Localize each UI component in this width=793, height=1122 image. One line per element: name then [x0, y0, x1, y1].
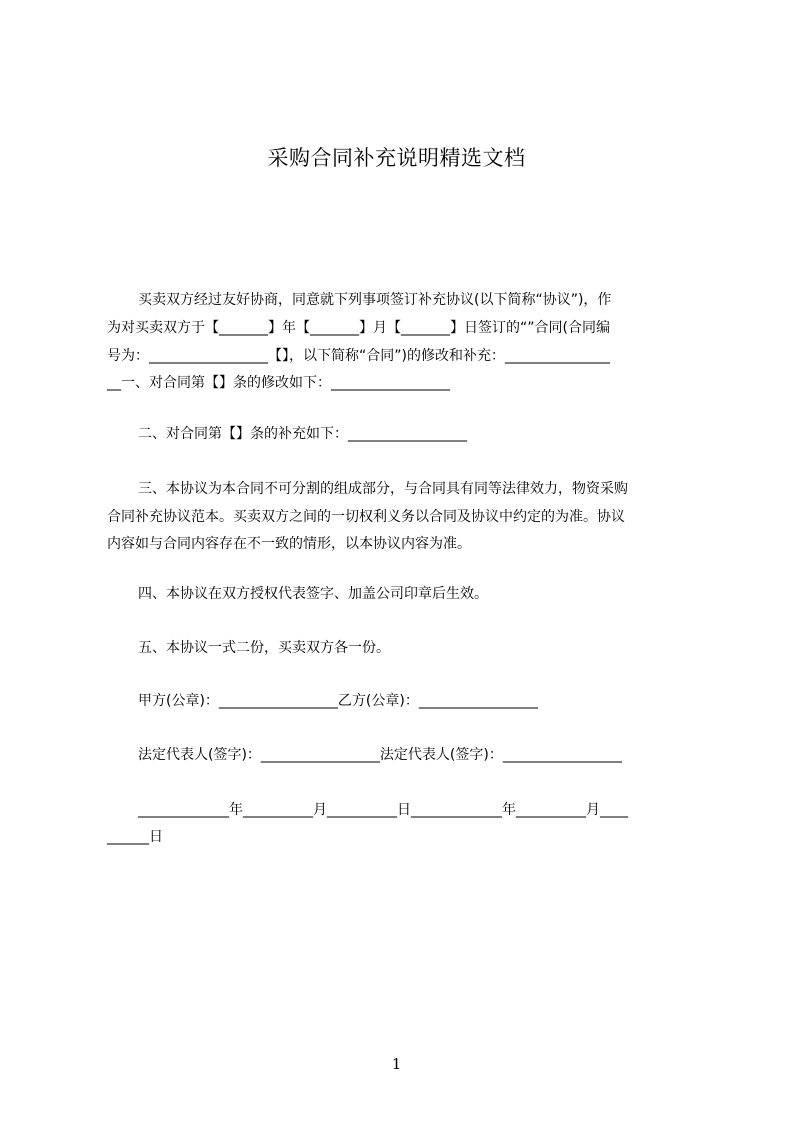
party-seal-line: 甲方(公章)：_________________乙方(公章)：_________________ — [138, 693, 538, 709]
page-number: 1 — [391, 1055, 402, 1073]
clause-3-line-2: 合同补充协议范本。买卖双方之间的一切权利义务以合同及协议中约定的为准。协议 — [107, 509, 625, 525]
document-title: 采购合同补充说明精选文档 — [267, 146, 526, 170]
clause-3-line-1: 三、本协议为本合同不可分割的组成部分，与合同具有同等法律效力，物资采购 — [138, 481, 628, 497]
clause-1-line: __一、对合同第【】条的修改如下：_________________ — [107, 375, 450, 391]
intro-line-3: 号为：_________________【】，以下简称“合同”)的修改和补充：_______________ — [107, 348, 610, 364]
intro-line-1: 买卖双方经过友好协商，同意就下列事项签订补充协议(以下简称“协议”)，作 — [138, 292, 612, 308]
date-line-2: ______日 — [107, 829, 163, 845]
signature-line: 法定代表人(签字)：_________________法定代表人(签字)：_________________ — [138, 747, 622, 763]
clause-5-line: 五、本协议一式二份，买卖双方各一份。 — [138, 640, 390, 656]
clause-2-line: 二、对合同第【】条的补充如下：_________________ — [138, 426, 467, 442]
clause-4-line: 四、本协议在双方授权代表签字、加盖公司印章后生效。 — [138, 586, 488, 602]
intro-line-2: 为对买卖双方于【_______】年【_______】月【_______】日签订的“”合同(合同编 — [107, 320, 610, 336]
clause-3-line-3: 内容如与合同内容存在不一致的情形，以本协议内容为准。 — [107, 536, 471, 552]
date-line-1: _____________年__________月__________日_____________年__________月____ — [138, 802, 628, 818]
